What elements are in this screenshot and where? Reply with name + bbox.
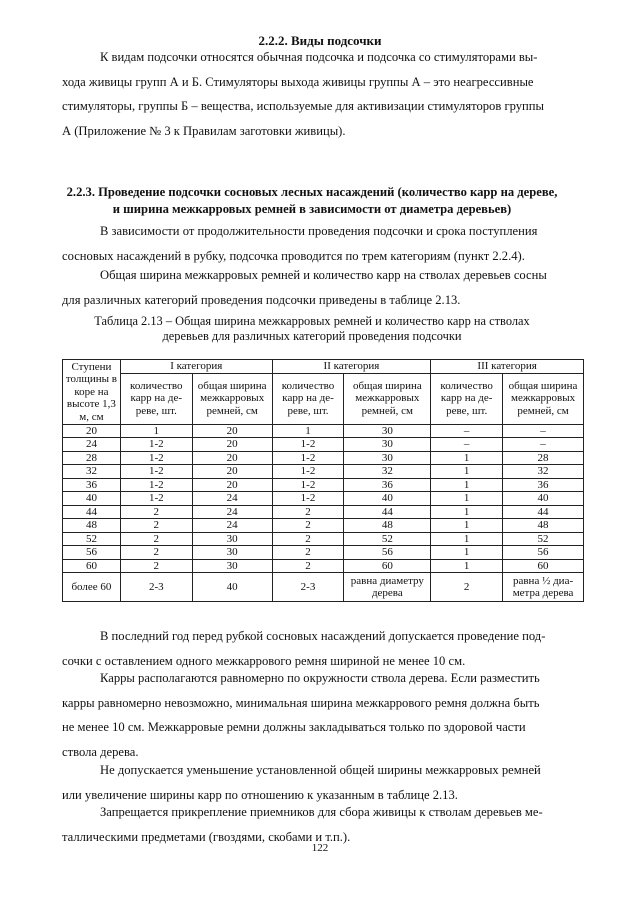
table-cell: 48 <box>63 519 121 533</box>
table-cell: 1-2 <box>272 492 344 506</box>
table-cell: 1-2 <box>272 478 344 492</box>
table-cell: 2 <box>120 519 192 533</box>
table-cell: 2 <box>272 532 344 546</box>
table-cell: 44 <box>503 505 584 519</box>
table-cell: 56 <box>344 546 431 560</box>
table-cell: 30 <box>192 559 272 573</box>
table-row <box>63 492 584 506</box>
table-cell: – <box>503 424 584 438</box>
table-row <box>63 546 584 560</box>
table-cell: 2 <box>120 559 192 573</box>
paragraph-categories: В зависимости от продолжительности проведения подсочки и срока поступления сосновых насаждений в рубку, подсочка проводится по трем категориям (пункт 2.2.4). <box>62 224 538 263</box>
table-cell: 24 <box>192 519 272 533</box>
table-cell: 20 <box>192 424 272 438</box>
paragraph-table-ref: Общая ширина межкарровых ремней и количество карр на стволах деревьев сосны для различных категорий проведения подсочки приведены в таблице 2.13. <box>62 268 547 307</box>
table-row <box>63 465 584 479</box>
table-cell: 36 <box>63 478 121 492</box>
table-row <box>63 478 584 492</box>
header-width: общая ширина межкарровых ремней, см <box>344 373 431 424</box>
table-cell: 36 <box>344 478 431 492</box>
table-cell: 2 <box>120 532 192 546</box>
table-cell: 2 <box>272 559 344 573</box>
paragraph-last-year: В последний год перед рубкой сосновых насаждений допускается проведение под- сочки с оставлением одного межкаррового ремня шириной не менее 10 см. <box>62 629 546 668</box>
table-row <box>63 532 584 546</box>
table-row <box>63 438 584 452</box>
header-category-2: II категория <box>272 360 431 374</box>
table-cell: равна ½ диа-метра дерева <box>503 573 584 602</box>
table-cell: 2 <box>120 546 192 560</box>
header-count: количество карр на де-реве, шт. <box>120 373 192 424</box>
table-row <box>63 519 584 533</box>
table-caption: Таблица 2.13 – Общая ширина межкарровых ремней и количество карр на стволах деревьев для различных категорий проведения подсочки <box>94 314 530 343</box>
table-cell: 2 <box>272 519 344 533</box>
table-cell: 40 <box>503 492 584 506</box>
table-cell: 1-2 <box>120 478 192 492</box>
table-cell: 32 <box>503 465 584 479</box>
header-width: общая ширина межкарровых ремней, см <box>192 373 272 424</box>
subsection-title: 2.2.3. Проведение подсочки сосновых лесных насаждений (количество карр на дереве, и ширина межкарровых ремней в зависимости от диаметра деревьев) <box>66 185 558 216</box>
table-cell: 1-2 <box>272 451 344 465</box>
table-cell: 52 <box>63 532 121 546</box>
table-cell: 20 <box>192 438 272 452</box>
table-cell: 1 <box>272 424 344 438</box>
page-number: 122 <box>311 842 329 854</box>
header-count: количество карр на де-реве, шт. <box>431 373 503 424</box>
table-row <box>63 424 584 438</box>
table-cell: – <box>431 438 503 452</box>
table-row <box>63 573 584 602</box>
table-cell: 1 <box>431 546 503 560</box>
data-table <box>62 359 584 602</box>
table-cell: 28 <box>503 451 584 465</box>
table-cell: 1 <box>431 532 503 546</box>
table-cell: 1 <box>120 424 192 438</box>
table-cell: 60 <box>63 559 121 573</box>
table-cell: 24 <box>192 505 272 519</box>
table-cell: 1 <box>431 492 503 506</box>
table-cell: 20 <box>192 465 272 479</box>
table-cell: 2-3 <box>120 573 192 602</box>
table-cell: равна диаметру дерева <box>344 573 431 602</box>
paragraph-prohibition: Запрещается прикрепление приемников для сбора живицы к стволам деревьев ме- таллическими предметами (гвоздями, скобами и т.п.). <box>62 805 543 844</box>
table-cell: 2 <box>272 546 344 560</box>
table-cell: 40 <box>344 492 431 506</box>
table-cell: 52 <box>344 532 431 546</box>
table-row <box>63 451 584 465</box>
table-cell: – <box>503 438 584 452</box>
table-cell: 1 <box>431 478 503 492</box>
table-body <box>63 424 584 602</box>
header-category-1: I категория <box>120 360 272 374</box>
table-cell: 44 <box>344 505 431 519</box>
paragraph-kinds: К видам подсочки относятся обычная подсочка и подсочка со стимуляторами вы- хода живицы групп А и Б. Стимуляторы выхода живицы группы А – это неагрессивные стимуляторы, группы Б – вещества, используемые для активизации стимуляторов группы А (Приложение № 3 к Правилам заготовки живицы). <box>62 50 544 138</box>
table-cell: 2 <box>120 505 192 519</box>
table-cell: 60 <box>344 559 431 573</box>
paragraph-placement: Карры располагаются равномерно по окружности ствола дерева. Если разместить карры равномерно невозможно, минимальная ширина межкаррового ремня должна быть не менее 10 см. Межкарровые ремни должны закладываться только по здоровой части ствола дерева. <box>62 671 540 759</box>
table-cell: 1-2 <box>272 465 344 479</box>
table-cell: 48 <box>344 519 431 533</box>
table-cell: 30 <box>192 546 272 560</box>
table-cell: 20 <box>192 451 272 465</box>
table-row <box>63 559 584 573</box>
table-cell: 20 <box>63 424 121 438</box>
header-category-3: III категория <box>431 360 584 374</box>
table-cell: 56 <box>503 546 584 560</box>
table-cell: 1-2 <box>120 451 192 465</box>
table-cell: более 60 <box>63 573 121 602</box>
table-cell: 40 <box>63 492 121 506</box>
table-cell: 24 <box>63 438 121 452</box>
table-cell: 1 <box>431 451 503 465</box>
table-cell: 30 <box>344 424 431 438</box>
header-stage: Ступени толщины в коре на высоте 1,3 м, см <box>63 360 121 425</box>
table-cell: 1 <box>431 519 503 533</box>
table-cell: 1 <box>431 559 503 573</box>
section-title: 2.2.2. Виды подсочки <box>258 33 382 48</box>
table-cell: 20 <box>192 478 272 492</box>
table-cell: 1 <box>431 465 503 479</box>
table-cell: 52 <box>503 532 584 546</box>
header-count: количество карр на де-реве, шт. <box>272 373 344 424</box>
header-width: общая ширина межкарровых ремней, см <box>503 373 584 424</box>
table-cell: 36 <box>503 478 584 492</box>
table-cell: 2 <box>272 505 344 519</box>
table-cell: 48 <box>503 519 584 533</box>
table-cell: – <box>431 424 503 438</box>
table-cell: 30 <box>344 438 431 452</box>
table-cell: 56 <box>63 546 121 560</box>
table-cell: 30 <box>192 532 272 546</box>
table-cell: 60 <box>503 559 584 573</box>
table-cell: 1 <box>431 505 503 519</box>
paragraph-restriction: Не допускается уменьшение установленной общей ширины межкарровых ремней или увеличение ширины карр по отношению к указанным в таблице 2.13. <box>62 763 541 802</box>
table-cell: 30 <box>344 451 431 465</box>
table-cell: 1-2 <box>120 465 192 479</box>
table-cell: 1-2 <box>272 438 344 452</box>
table-cell: 2-3 <box>272 573 344 602</box>
table-cell: 2 <box>431 573 503 602</box>
table-cell: 1-2 <box>120 438 192 452</box>
table-cell: 1-2 <box>120 492 192 506</box>
table-cell: 32 <box>344 465 431 479</box>
table-cell: 32 <box>63 465 121 479</box>
table-cell: 40 <box>192 573 272 602</box>
table-cell: 28 <box>63 451 121 465</box>
table-row <box>63 505 584 519</box>
table-cell: 44 <box>63 505 121 519</box>
table-cell: 24 <box>192 492 272 506</box>
